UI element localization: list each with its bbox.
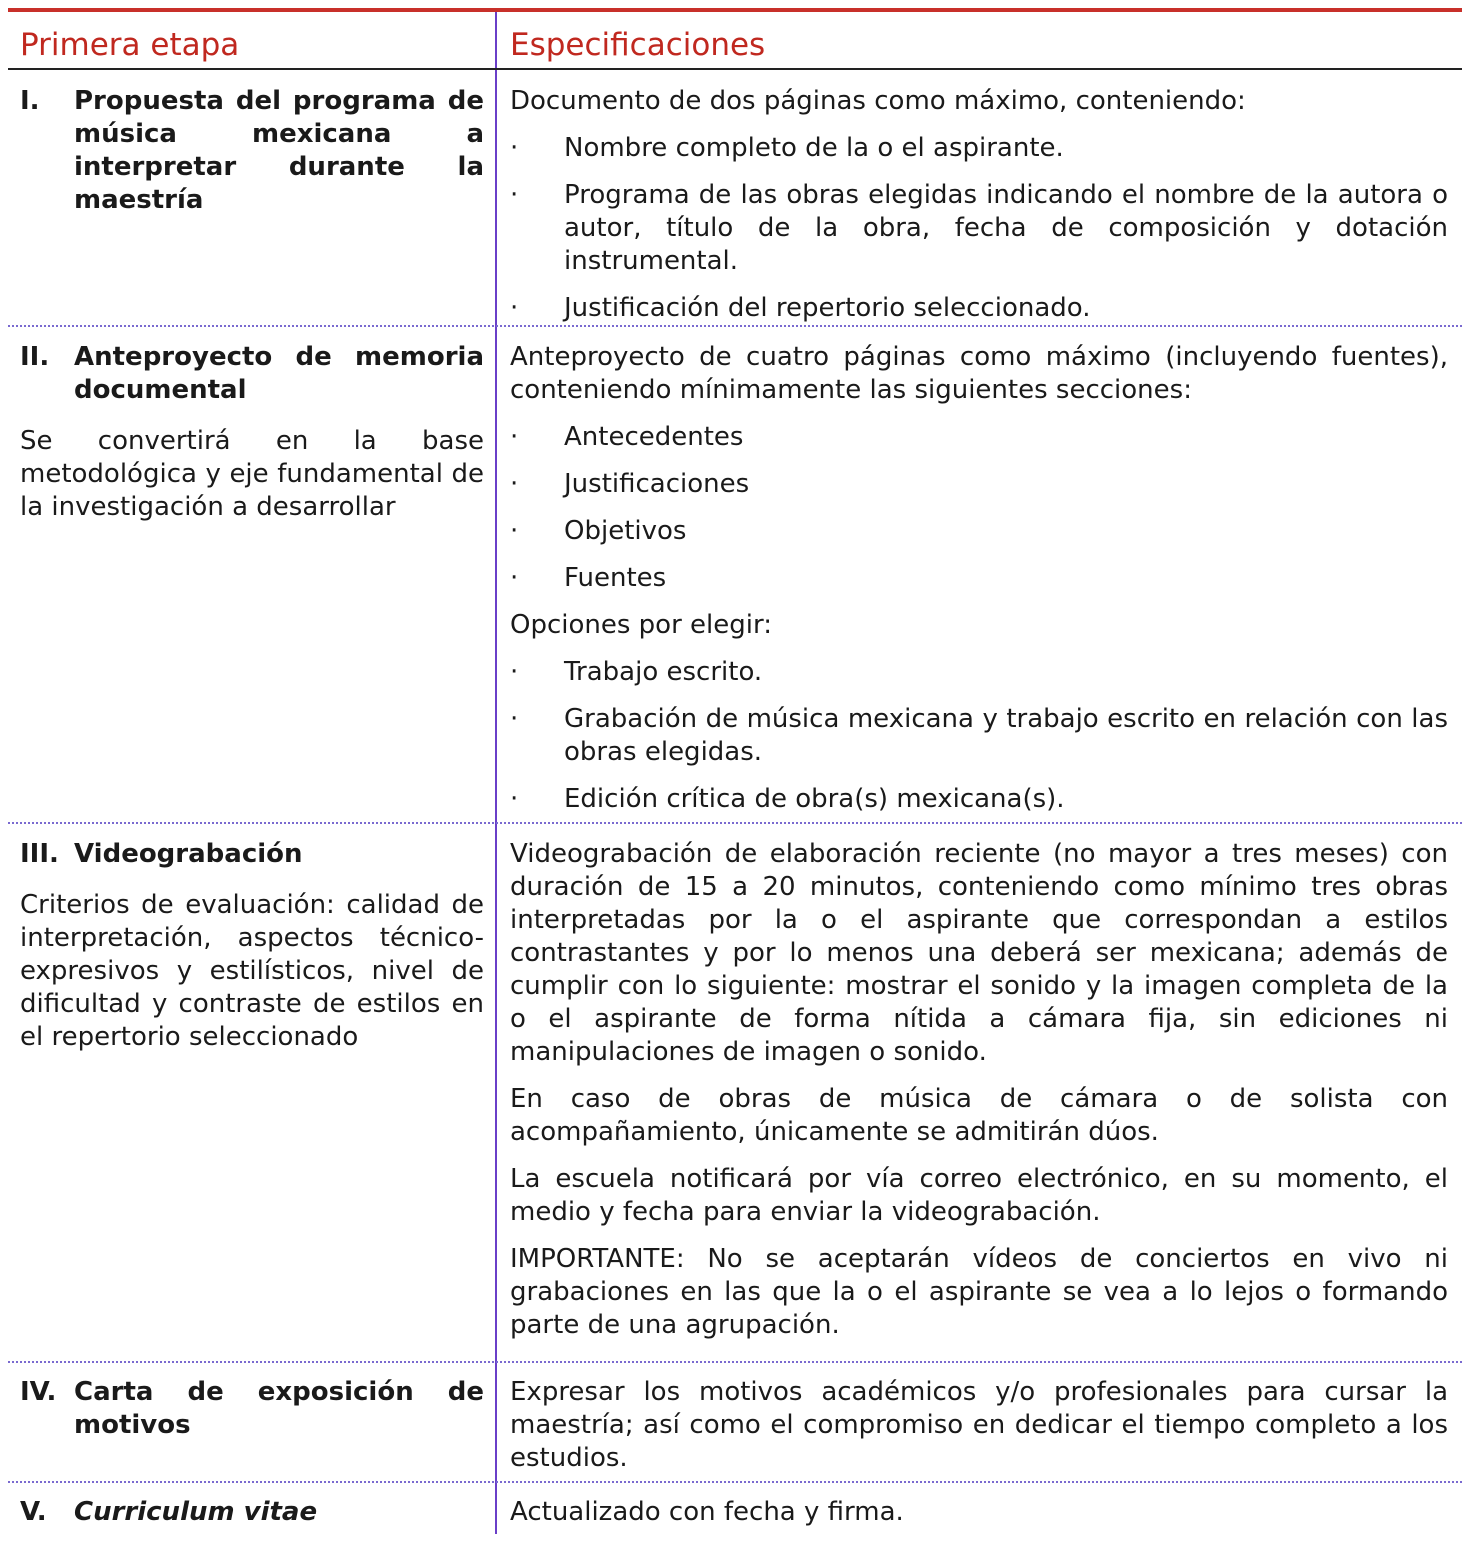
row-3-paragraph: La escuela notificará por vía correo electrónico, en su momento, el medio y fecha para enviar la videograbación. bbox=[510, 1164, 1448, 1227]
row-2-title: Anteproyecto de memoria documental bbox=[74, 342, 484, 405]
row-separator bbox=[8, 1481, 1462, 1483]
row-3-stage bbox=[20, 838, 484, 1054]
bullet-glyph: · bbox=[510, 180, 519, 210]
bullet-glyph: · bbox=[510, 657, 519, 687]
top-red-bar bbox=[8, 8, 1462, 12]
row-separator bbox=[8, 325, 1462, 327]
row-3-paragraph: IMPORTANTE: No se aceptarán vídeos de conciertos en vivo ni grabaciones en las que la o el aspirante se vea a lo lejos o formando parte de una agrupación. bbox=[510, 1244, 1448, 1340]
bullet-glyph: · bbox=[510, 704, 519, 734]
row-1-specs bbox=[510, 85, 1448, 339]
row-3-title: Videograbación bbox=[74, 839, 303, 869]
list-item: · Edición crítica de obra(s) mexicana(s). bbox=[510, 784, 1065, 814]
row-separator bbox=[8, 822, 1462, 824]
row-4-paragraph: Expresar los motivos académicos y/o profesionales para cursar la maestría; así como el compromiso en dedicar el tiempo completo a los estudios. bbox=[510, 1377, 1448, 1473]
row-2-intro: Anteproyecto de cuatro páginas como máximo (incluyendo fuentes), conteniendo mínimamente las siguientes secciones: bbox=[510, 342, 1448, 405]
list-item: · Programa de las obras elegidas indicando el nombre de la autora o autor, título de la obra, fecha de composición y dotación instrumental. bbox=[510, 180, 1448, 276]
list-item: · Justificación del repertorio seleccionado. bbox=[510, 293, 1091, 323]
bullet-glyph: · bbox=[510, 293, 519, 323]
header-rule bbox=[8, 68, 1462, 70]
row-3-note: Criterios de evaluación: calidad de interpretación, aspectos técnico-expresivos y estilísticos, nivel de dificultad y contraste de estilos en el repertorio seleccionado bbox=[20, 890, 484, 1052]
bullet-glyph: · bbox=[510, 563, 519, 593]
list-item: · Nombre completo de la o el aspirante. bbox=[510, 133, 1064, 163]
row-4-specs bbox=[510, 1376, 1448, 1489]
row-5-paragraph: Actualizado con fecha y firma. bbox=[510, 1497, 904, 1527]
row-5-specs bbox=[510, 1496, 1448, 1543]
row-4-title: Carta de exposición de motivos bbox=[74, 1377, 484, 1440]
row-1-intro: Documento de dos páginas como máximo, conteniendo: bbox=[510, 86, 1246, 116]
row-5-stage bbox=[20, 1496, 484, 1529]
row-1-stage bbox=[20, 85, 484, 217]
list-item: · Fuentes bbox=[510, 563, 667, 593]
row-3-specs bbox=[510, 838, 1448, 1356]
row-1-title: Propuesta del programa de música mexicana a interpretar durante la maestría bbox=[74, 86, 484, 215]
list-item: · Antecedentes bbox=[510, 422, 744, 452]
column-divider bbox=[495, 12, 497, 1534]
header-primera-etapa: Primera etapa bbox=[20, 27, 240, 63]
list-item: · Trabajo escrito. bbox=[510, 657, 763, 687]
row-3-number: III. bbox=[20, 839, 59, 869]
bullet-glyph: · bbox=[510, 784, 519, 814]
row-2-specs bbox=[510, 341, 1448, 830]
list-item: · Justificaciones bbox=[510, 469, 750, 499]
row-4-stage bbox=[20, 1376, 484, 1442]
row-2-number: II. bbox=[20, 342, 50, 372]
bullet-glyph: · bbox=[510, 133, 519, 163]
row-3-paragraph: Videograbación de elaboración reciente (no mayor a tres meses) con duración de 15 a 20 minutos, conteniendo como mínimo tres obras interpretadas por la o el aspirante que correspondan a estilos contrastantes y por lo menos una deberá ser mexicana; además de cumplir con lo siguiente: mostrar el sonido y la imagen completa de la o el aspirante de forma nítida a cámara fija, sin ediciones ni manipulaciones de imagen o sonido. bbox=[510, 839, 1448, 1067]
list-item: · Grabación de música mexicana y trabajo escrito en relación con las obras elegidas. bbox=[510, 704, 1448, 767]
row-2-note: Se convertirá en la base metodológica y eje fundamental de la investigación a desarrollar bbox=[20, 426, 484, 522]
bullet-glyph: · bbox=[510, 469, 519, 499]
row-separator bbox=[8, 1361, 1462, 1363]
header-especificaciones: Especificaciones bbox=[510, 27, 766, 63]
row-5-title: Curriculum vitae bbox=[74, 1497, 318, 1527]
row-4-number: IV. bbox=[20, 1377, 57, 1407]
row-2-intro-options: Opciones por elegir: bbox=[510, 610, 772, 640]
bullet-glyph: · bbox=[510, 516, 519, 546]
row-5-number: V. bbox=[20, 1497, 47, 1527]
bullet-glyph: · bbox=[510, 422, 519, 452]
row-2-stage bbox=[20, 341, 484, 524]
list-item: · Objetivos bbox=[510, 516, 687, 546]
row-1-number: I. bbox=[20, 86, 40, 116]
row-3-paragraph: En caso de obras de música de cámara o de solista con acompañamiento, únicamente se admitirán dúos. bbox=[510, 1084, 1448, 1147]
